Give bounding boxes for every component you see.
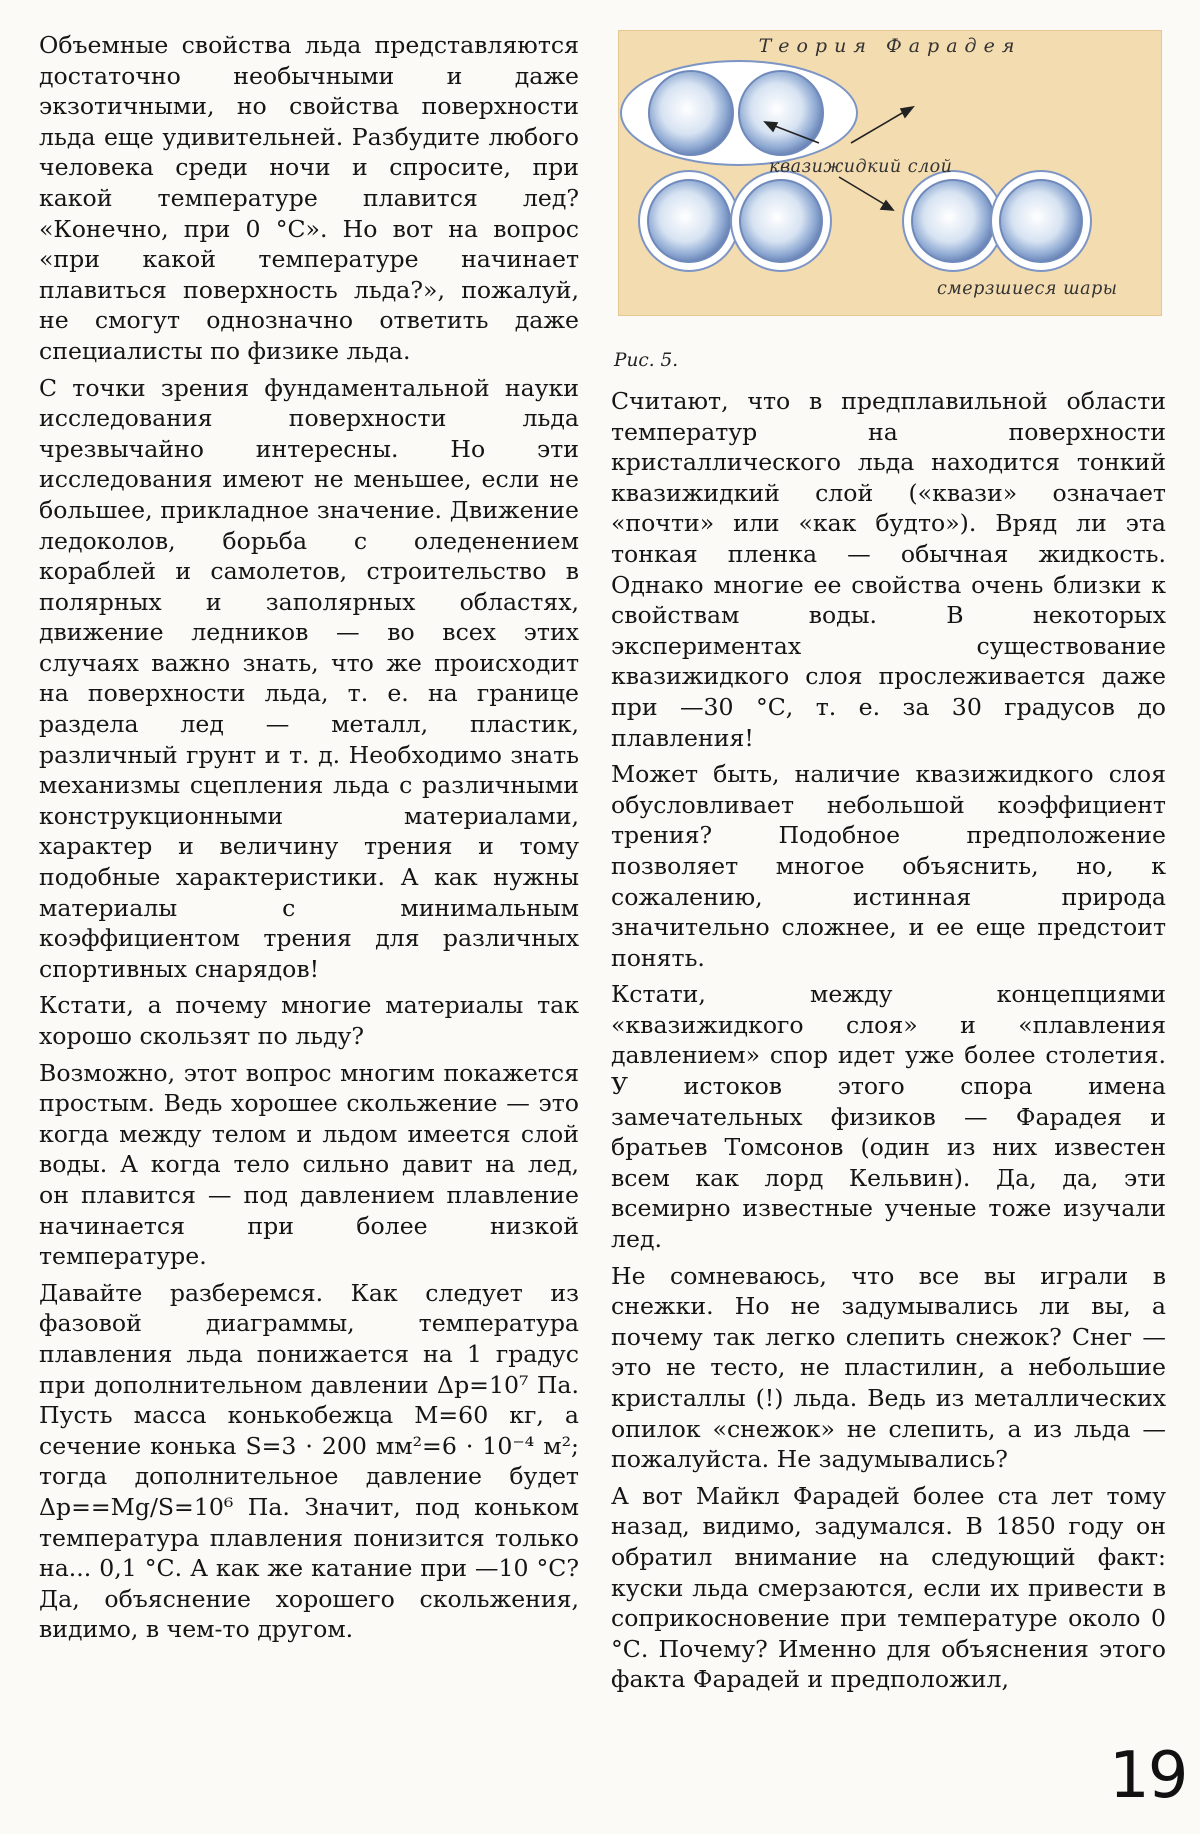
paragraph: С точки зрения фундаментальной науки исследования поверхности льда чрезвычайно интересны. Но эти исследования имеют не меньшее, если не большее, прикладное значение. Движение ледоколов, борьба с оледенением кораблей и самолетов, строительство в полярных и заполярных областях, движение ледников — во всех этих случаях важно знать, что же происходит на поверхности льда, т. е. на границе раздела лед — металл, пластик, различный грунт и т. д. Необходимо знать механизмы сцепления льда с различными конструкционными материалами, характер и величину трения и тому подобные характеристики. А как нужны материалы с минимальным коэффициентом трения для различных спортивных снарядов! bbox=[39, 373, 579, 983]
figure-faraday-theory bbox=[618, 30, 1162, 316]
page-number: 19 bbox=[1109, 1739, 1187, 1813]
paragraph: Кстати, между концепциями «квазижидкого слоя» и «плавления давлением» спор идет уже более столетия. У истоков этого спора имена замечательных физиков — Фарадея и братьев Томсонов (один из них известен всем как лорд Кельвин). Да, да, эти всемирно известные ученые тоже изучали лед. bbox=[611, 980, 1166, 1254]
paragraph: Считают, что в предплавильной области температур на поверхности кристаллического льда находится тонкий квазижидкий слой («квази» означает «почти» или «как будто»). Вряд ли эта тонкая пленка — обычная жидкость. Однако многие ее свойства очень близки к свойствам воды. В некоторых экспериментах существование квазижидкого слоя прослеживается даже при —30 °С, т. е. за 30 градусов до плавления! bbox=[611, 387, 1166, 752]
right-column bbox=[611, 386, 1166, 1695]
paragraph: Возможно, этот вопрос многим покажется простым. Ведь хорошее скольжение — это когда между телом и льдом имеется слой воды. А когда тело сильно давит на лед, он плавится — под давлением плавление начинается при более низкой температуре. bbox=[39, 1058, 579, 1271]
figure-caption: Рис. 5. bbox=[614, 350, 679, 371]
spheres-with-layer-left bbox=[639, 171, 831, 271]
paragraph: А вот Майкл Фарадей более ста лет тому назад, видимо, задумался. В 1850 году он обратил внимание на следующий факт: куски льда смерзаются, если их привести в соприкосновение при температуре около 0 °С. Почему? Именно для объяснения этого факта Фарадей и предположил, bbox=[611, 1481, 1166, 1694]
paragraph: Не сомневаюсь, что все вы играли в снежки. Но не задумывались ли вы, а почему так легко слепить снежок? Снег — это не тесто, не пластилин, а небольшие кристаллы (!) льда. Ведь из металлических опилок «снежок» не слепить, а из льда — пожалуйста. Не задумывались? bbox=[611, 1261, 1166, 1474]
label-frozen-spheres: смерзшиеся шары bbox=[937, 279, 1118, 299]
frozen-spheres-right bbox=[903, 171, 1091, 271]
paragraph: Давайте разберемся. Как следует из фазовой диаграммы, температура плавления льда понижается на 1 градус при дополнительном давлении Δp=10⁷ Па. Пусть масса конькобежца M=60 кг, а сечение конька S=3 · 200 мм²=6 · 10⁻⁴ м²; тогда дополнительное давление будет Δp==Mg/S=10⁶ Па. Значит, под коньком температура плавления понизится только на... 0,1 °С. А как же катание при —10 °С? Да, объяснение хорошего скольжения, видимо, в чем-то другом. bbox=[39, 1278, 579, 1644]
merged-spheres-top bbox=[621, 61, 857, 165]
figure-title: Теория Фарадея bbox=[758, 35, 1022, 57]
paragraph: Может быть, наличие квазижидкого слоя обусловливает небольшой коэффициент трения? Подобное предположение позволяет многое объяснить, но, к сожалению, истинная природа значительно сложнее, и ее еще предстоит понять. bbox=[611, 760, 1166, 972]
paragraph: Кстати, а почему многие материалы так хорошо скользят по льду? bbox=[39, 991, 579, 1050]
left-column bbox=[39, 30, 579, 1645]
paragraph: Объемные свойства льда представляются достаточно необычными и даже экзотичными, но свойства поверхности льда еще удивительней. Разбудите любого человека среди ночи и спросите, при какой температуре плавится лед? «Конечно, при 0 °С». Но вот на вопрос «при какой температуре начинает плавиться поверхность льда?», пожалуй, не смогут однозначно ответить даже специалисты по физике льда. bbox=[39, 31, 579, 365]
label-quasi-liquid-layer: квазижидкий слой bbox=[769, 157, 953, 177]
